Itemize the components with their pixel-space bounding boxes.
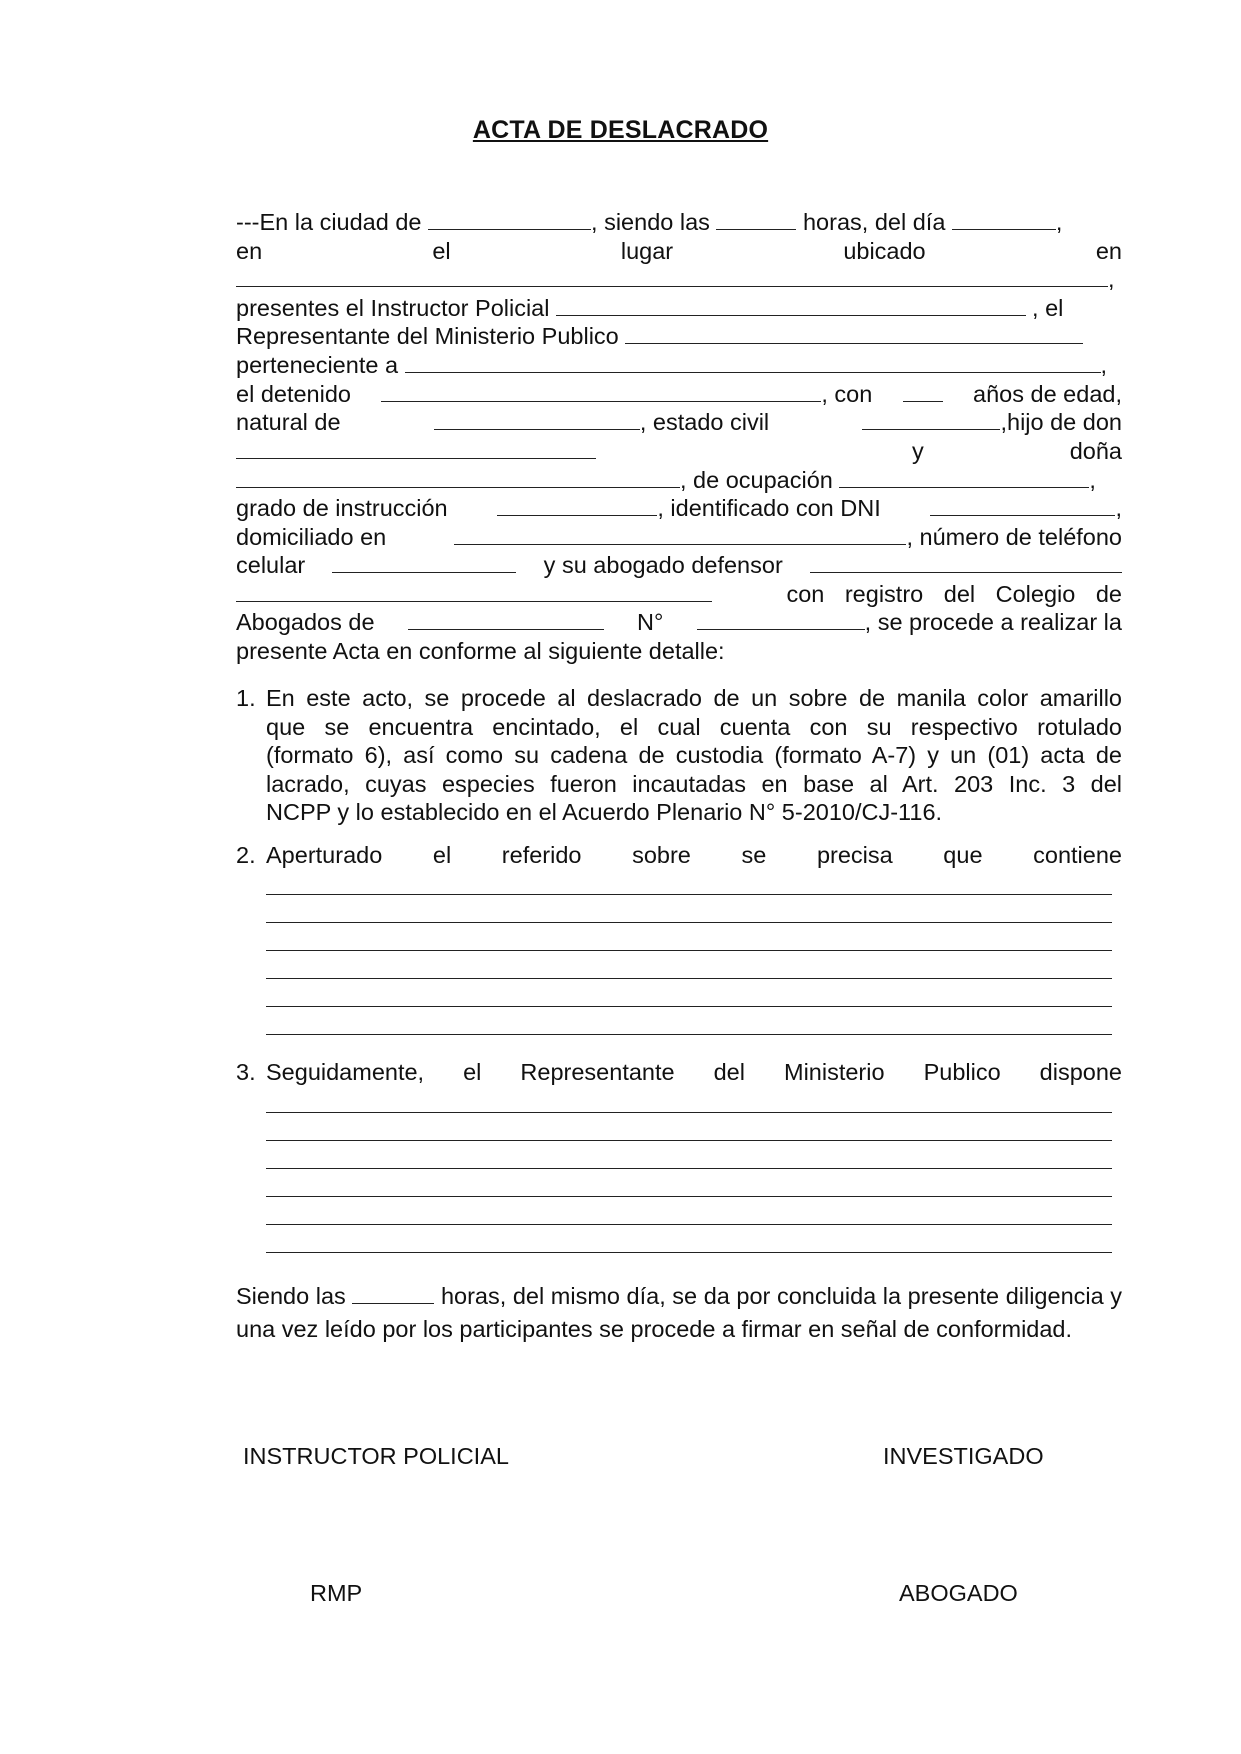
intro-text: N°	[637, 609, 664, 635]
closing-hour-blank	[352, 1282, 434, 1304]
intro-text: y su abogado defensor	[543, 552, 783, 578]
answer-line	[266, 894, 1112, 895]
intro-text: , estado civil	[639, 409, 770, 435]
item-line: lacrado, cuyas especies fueron incautadas en base al Art. 203 Inc. 3 del	[266, 770, 1122, 797]
item-line: Aperturado el referido sobre se precisa que contiene	[266, 842, 1122, 868]
hour-blank	[716, 208, 796, 230]
intro-text: ,	[1089, 467, 1096, 493]
item-1	[236, 684, 1122, 827]
education-blank	[497, 494, 657, 516]
intro-word: el	[432, 238, 451, 264]
intro-line-8	[236, 408, 1122, 437]
intro-line-12	[236, 523, 1122, 552]
signature-instructor: INSTRUCTOR POLICIAL	[243, 1443, 509, 1469]
intro-line-7	[236, 380, 1122, 409]
intro-text: presentes el Instructor Policial	[236, 295, 550, 321]
location-blank	[236, 265, 1108, 287]
item-number: 2.	[236, 842, 256, 868]
intro-line-4	[236, 294, 1122, 323]
answer-line	[266, 1112, 1112, 1113]
intro-text: , número de teléfono	[906, 524, 1122, 550]
intro-text: , con	[821, 381, 873, 407]
intro-text: , el	[1032, 295, 1064, 321]
intro-line-1	[236, 208, 1122, 237]
intro-text: y	[911, 438, 924, 464]
intro-text: , de ocupación	[680, 467, 833, 493]
occupation-blank	[839, 466, 1089, 488]
father-blank	[236, 437, 596, 459]
intro-line-15	[236, 608, 1122, 637]
day-blank	[952, 208, 1056, 230]
intro-text: años de edad,	[973, 381, 1122, 407]
intro-text: horas, del día	[802, 209, 946, 235]
closing-paragraph	[236, 1280, 1122, 1346]
item-line: (formato 6), así como su cadena de custodia (formato A-7) y un (01) acta de	[266, 742, 1122, 768]
intro-word: en	[1095, 238, 1122, 264]
detainee-blank	[381, 380, 821, 402]
intro-text: Abogados de	[236, 609, 375, 635]
intro-text: doña	[1069, 438, 1122, 464]
signature-abogado: ABOGADO	[899, 1580, 1018, 1606]
intro-text: celular	[236, 552, 306, 578]
intro-line-10	[236, 466, 1122, 495]
intro-text: , se procede a realizar la	[864, 609, 1122, 635]
answer-line	[266, 922, 1112, 923]
intro-line-16	[236, 637, 1122, 666]
address-blank	[454, 523, 906, 545]
item-number: 3.	[236, 1059, 256, 1085]
closing-text: horas, del mismo día, se da por concluida la presente diligencia y una vez leído por los participantes se procede a firmar en señal de conformidad.	[236, 1283, 1123, 1342]
answer-line	[266, 1006, 1112, 1007]
closing-text: Siendo las	[236, 1283, 346, 1309]
intro-text: ,hijo de don	[1000, 409, 1122, 435]
age-blank	[903, 380, 943, 402]
lawyer-blank	[810, 551, 1122, 573]
intro-text: presente Acta en conforme al siguiente detalle:	[236, 638, 725, 664]
intro-line-2	[236, 237, 1122, 266]
bar-association-blank	[408, 608, 604, 630]
item-line: En este acto, se procede al deslacrado de un sobre de manila color amarillo	[266, 685, 1122, 711]
item-line: Seguidamente, el Representante del Ministerio Publico dispone	[266, 1059, 1122, 1085]
intro-word: en	[236, 238, 263, 264]
intro-text: con registro del Colegio de	[786, 581, 1122, 607]
intro-text: ---En la ciudad de	[236, 209, 422, 235]
answer-line	[266, 1168, 1112, 1169]
intro-word: ubicado	[843, 238, 926, 264]
answer-line	[266, 950, 1112, 951]
answer-line	[266, 1140, 1112, 1141]
intro-text: el detenido	[236, 381, 351, 407]
intro-text: , identificado con DNI	[657, 495, 881, 521]
birthplace-blank	[434, 408, 640, 430]
signature-rmp: RMP	[310, 1580, 363, 1606]
item-line: NCPP y lo establecido en el Acuerdo Plenario N° 5-2010/CJ-116.	[266, 799, 943, 825]
intro-line-5	[236, 322, 1122, 351]
intro-text: ,	[1100, 352, 1108, 378]
intro-text: domiciliado en	[236, 524, 387, 550]
intro-text: natural de	[236, 409, 341, 435]
answer-line	[266, 1224, 1112, 1225]
item-line: que se encuentra encintado, el cual cuenta con su respectivo rotulado	[266, 713, 1122, 740]
dni-blank	[930, 494, 1115, 516]
intro-line-9	[236, 437, 1122, 466]
intro-line-3	[236, 265, 1122, 294]
answer-line	[266, 1196, 1112, 1197]
lawyer-name-blank	[236, 580, 712, 602]
item-2	[236, 841, 1122, 870]
intro-text: , siendo las	[591, 209, 710, 235]
intro-text: grado de instrucción	[236, 495, 448, 521]
answer-line	[266, 1034, 1112, 1035]
intro-text: ,	[1108, 266, 1115, 292]
intro-line-11	[236, 494, 1122, 523]
intro-text: ,	[1055, 209, 1063, 235]
intro-line-6	[236, 351, 1122, 380]
intro-text: perteneciente a	[236, 352, 399, 378]
intro-line-14	[236, 580, 1122, 609]
item-3	[236, 1058, 1122, 1087]
document-title: ACTA DE DESLACRADO	[472, 116, 769, 144]
instructor-blank	[556, 294, 1026, 316]
registry-number-blank	[697, 608, 865, 630]
intro-text: ,	[1115, 495, 1122, 521]
intro-word: lugar	[620, 238, 674, 264]
intro-text: Representante del Ministerio Publico	[236, 323, 619, 349]
mother-blank	[236, 466, 680, 488]
item-number: 1.	[236, 685, 256, 711]
city-blank	[428, 208, 591, 230]
prosecutor-blank	[625, 322, 1083, 344]
answer-line	[266, 978, 1112, 979]
signature-investigado: INVESTIGADO	[883, 1443, 1044, 1469]
belonging-blank	[405, 351, 1101, 373]
civil-status-blank	[862, 408, 1000, 430]
answer-line	[266, 1252, 1112, 1253]
phone-blank	[332, 551, 516, 573]
intro-line-13	[236, 551, 1122, 580]
